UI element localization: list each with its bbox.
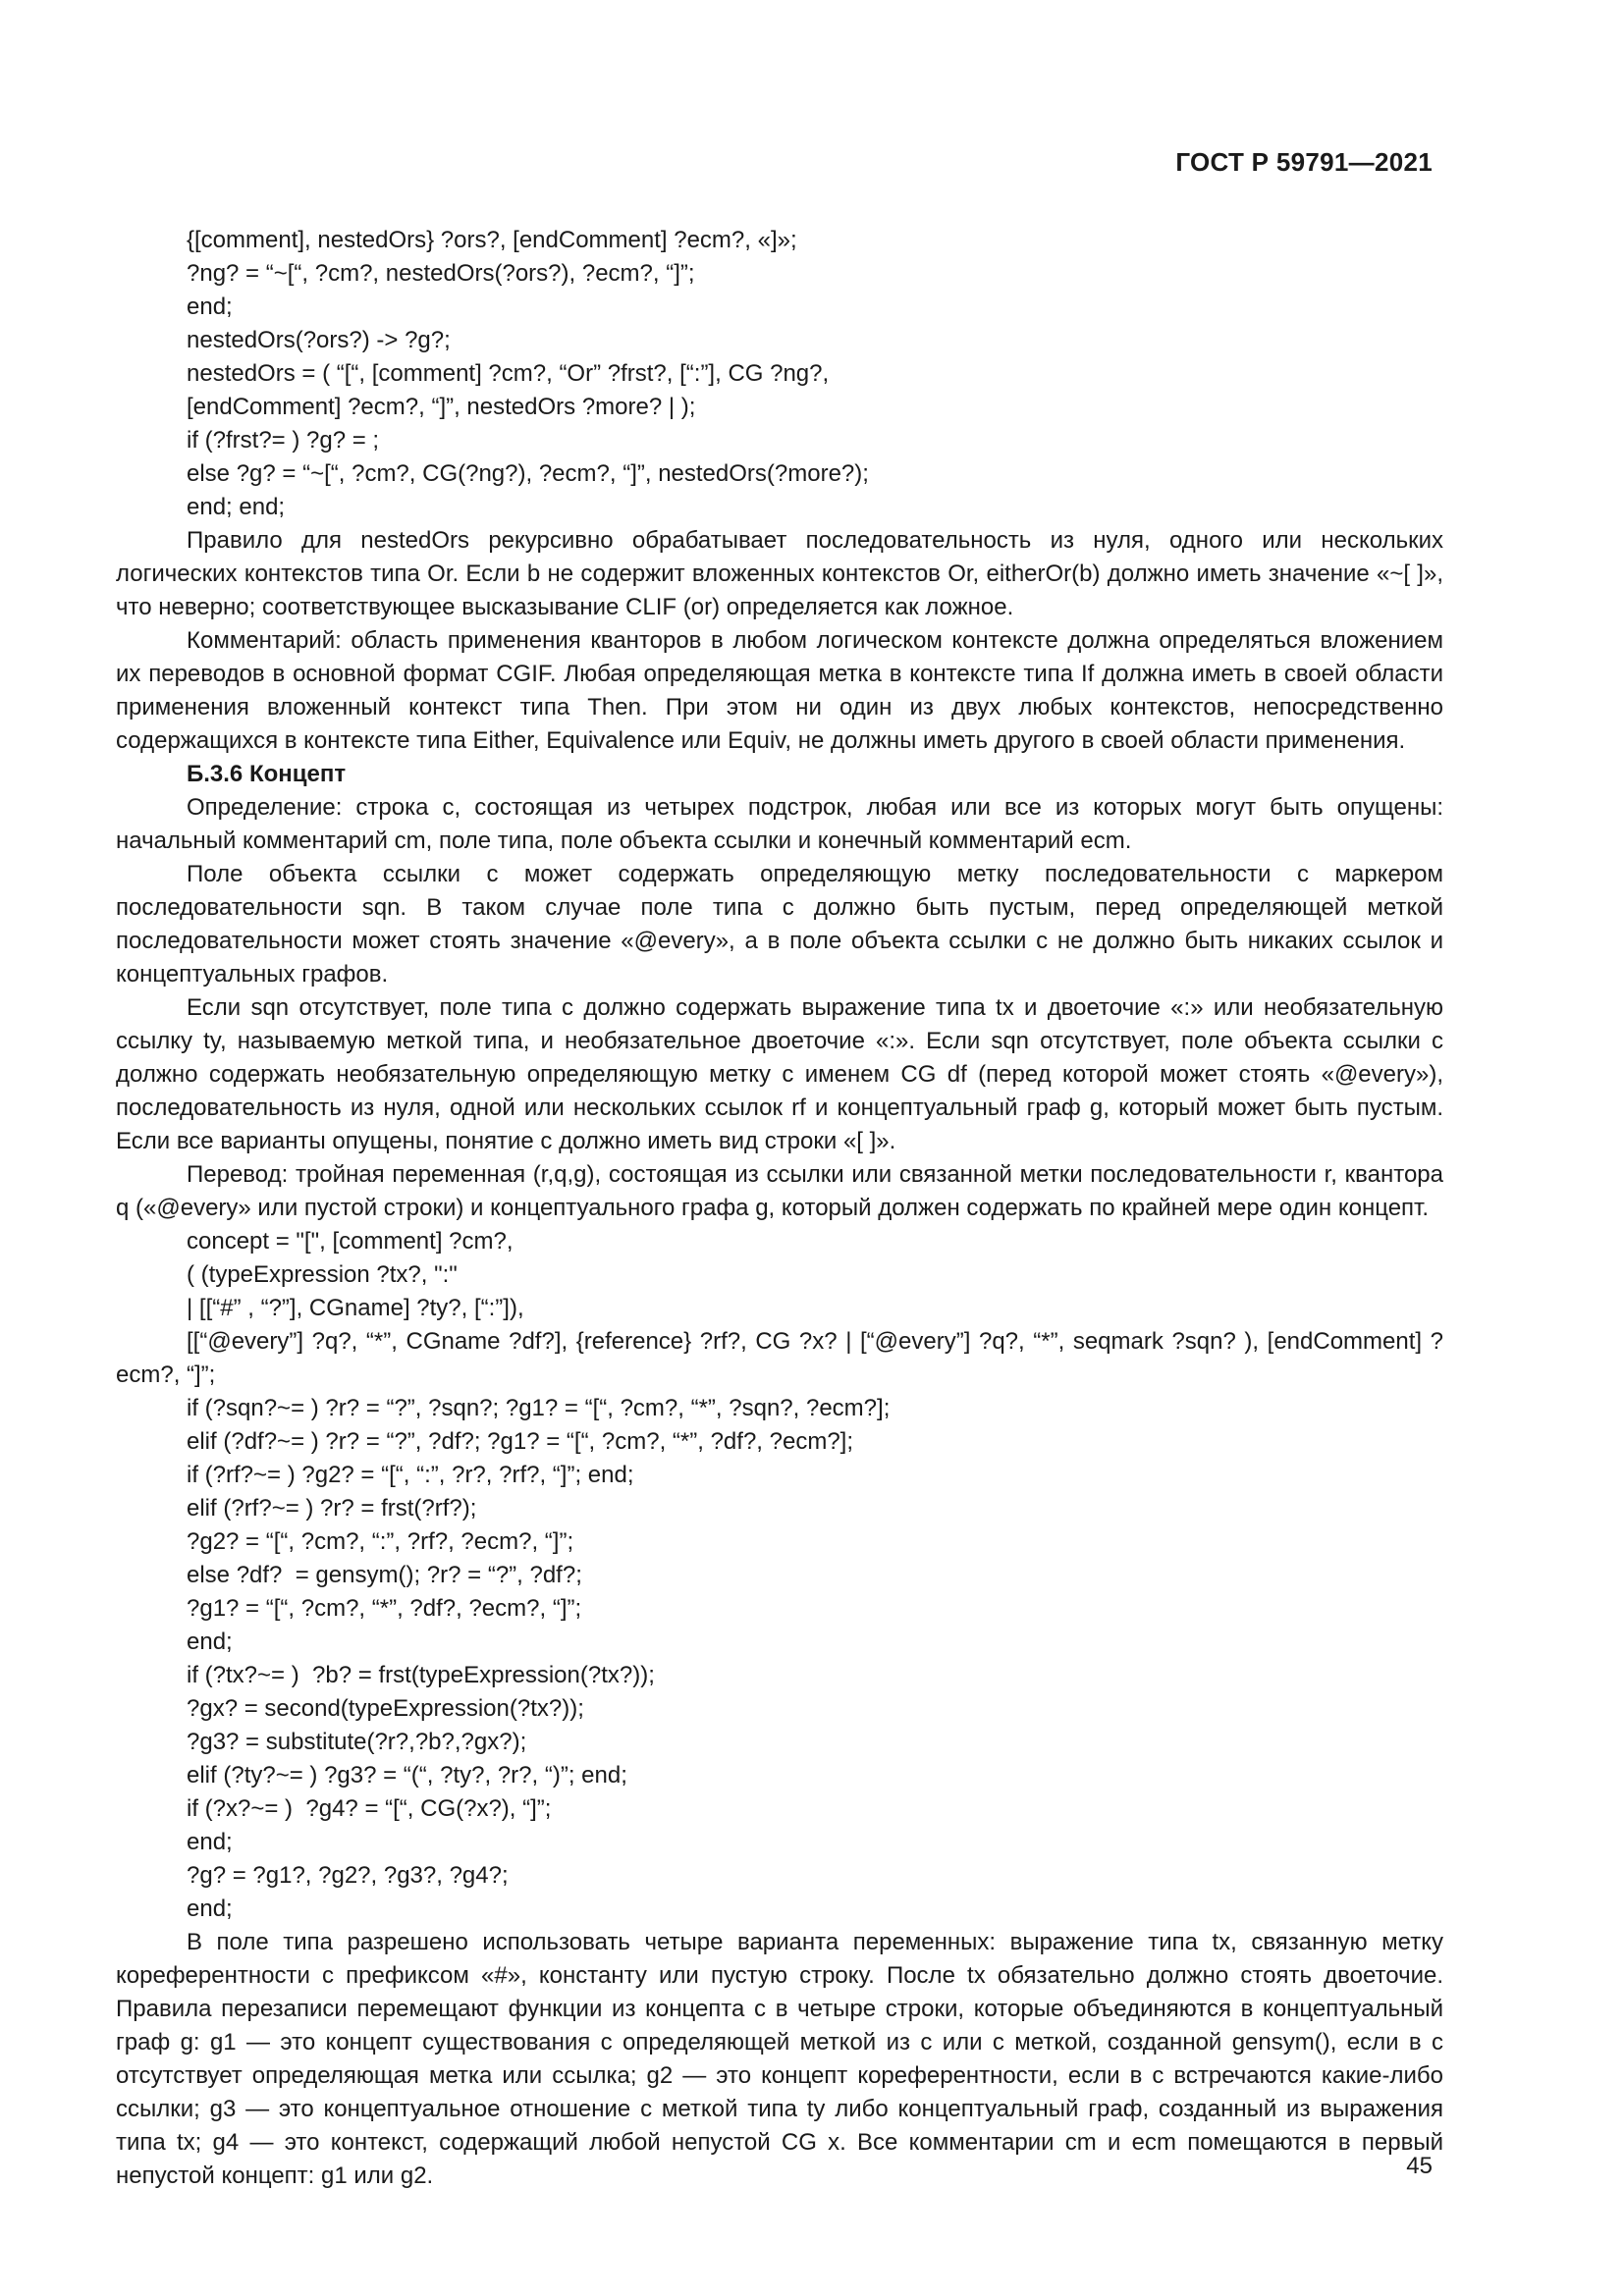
code-line: ?gx? = second(typeExpression(?tx?)); <box>187 1695 584 1722</box>
code-line: ( (typeExpression ?tx?, ":" <box>187 1261 458 1288</box>
code-line: else ?g? = “~[“, ?cm?, CG(?ng?), ?ecm?, “]”, nestedOrs(?more?); <box>187 460 869 487</box>
standard-number: ГОСТ Р 59791—2021 <box>1175 147 1433 177</box>
code-line: ?g3? = substitute(?r?,?b?,?gx?); <box>187 1729 527 1755</box>
code-line: else ?df? = gensym(); ?r? = “?”, ?df?; <box>187 1562 582 1588</box>
code-line: end; <box>187 1896 233 1922</box>
section-heading: Б.3.6 Концепт <box>187 761 347 787</box>
code-line: ?ng? = “~[“, ?cm?, nestedOrs(?ors?), ?ecm?, “]”; <box>187 260 695 287</box>
code-line: | [[“#” , “?”], CGname] ?ty?, [“:”]), <box>187 1295 524 1321</box>
code-line: concept = "[", [comment] ?cm?, <box>187 1228 514 1255</box>
code-line: ?g1? = “[“, ?cm?, “*”, ?df?, ?ecm?, “]”; <box>187 1595 582 1622</box>
page-number: 45 <box>1406 2153 1433 2179</box>
code-line: end; <box>187 294 233 320</box>
paragraph: Поле объекта ссылки c может содержать определяющую метку последовательности с маркером последовательности sqn. В таком случае поле типа c должно быть пустым, перед определяющей меткой последовательности может стоять значение «@every», а в поле объекта ссылки c не должно быть никаких ссылок и концептуальных графов. <box>116 861 1443 988</box>
paragraph: [[“@every”] ?q?, “*”, CGname ?df?], {reference} ?rf?, CG ?x? | [“@every”] ?q?, “*”, seqmark ?sqn? ), [endComment] ?ecm?, “]”; <box>116 1328 1443 1388</box>
code-line: ?g2? = “[“, ?cm?, “:”, ?rf?, ?ecm?, “]”; <box>187 1528 574 1555</box>
code-line: nestedOrs = ( “[“, [comment] ?cm?, “Or” ?frst?, [“:”], CG ?ng?, <box>187 360 830 387</box>
code-line: elif (?rf?~= ) ?r? = frst(?rf?); <box>187 1495 477 1522</box>
paragraph: В поле типа разрешено использовать четыре варианта переменных: выражение типа tx, связанную метку кореферентности с префиксом «#», константу или пустую строку. После tx обязательно должно стоять двоеточие. Правила перезаписи перемещают функции из концепта c в четыре строки, которые объединяются в концептуальный граф g: g1 — это концепт существования с определяющей меткой из c или с меткой, созданной gensym(), если в c отсутствует определяющая метка или ссылка; g2 — это концепт кореферентности, если в c встречаются какие-либо ссылки; g3 — это концептуальное отношение с меткой типа ty либо концептуальный граф, созданный из выражения типа tx; g4 — это контекст, содержащий любой непустой CG x. Все комментарии cm и ecm помещаются в первый непустой концепт: g1 или g2. <box>116 1929 1444 2189</box>
paragraph: Определение: строка c, состоящая из четырех подстрок, любая или все из которых могут быть опущены: начальный комментарий cm, поле типа, поле объекта ссылки и конечный комментарий ecm. <box>116 794 1443 854</box>
code-line: ?g? = ?g1?, ?g2?, ?g3?, ?g4?; <box>187 1862 509 1889</box>
code-line: {[comment], nestedOrs} ?ors?, [endComment] ?ecm?, «]»; <box>187 227 797 253</box>
document-body <box>116 224 1443 2193</box>
code-line: end; end; <box>187 494 286 520</box>
paragraph: Если sqn отсутствует, поле типа c должно содержать выражение типа tx и двоеточие «:» или необязательную ссылку ty, называемую меткой типа, и необязательное двоеточие «:». Если sqn отсутствует, поле объекта ссылки c должно содержать необязательную определяющую метку с именем CG df (перед которой может стоять «@every»), последовательность из нуля, одной или нескольких ссылок rf и концептуальный граф g, который может быть пустым. Если все варианты опущены, понятие c должно иметь вид строки «[ ]». <box>116 994 1443 1154</box>
code-line: end; <box>187 1829 233 1855</box>
code-line: end; <box>187 1629 233 1655</box>
code-line: nestedOrs(?ors?) -> ?g?; <box>187 327 451 353</box>
code-line: if (?rf?~= ) ?g2? = “[“, “:”, ?r?, ?rf?, “]”; end; <box>187 1462 634 1488</box>
code-line: if (?tx?~= ) ?b? = frst(typeExpression(?tx?)); <box>187 1662 655 1688</box>
code-line: if (?sqn?~= ) ?r? = “?”, ?sqn?; ?g1? = “[“, ?cm?, “*”, ?sqn?, ?ecm?]; <box>187 1395 891 1421</box>
code-line: [endComment] ?ecm?, “]”, nestedOrs ?more? | ); <box>187 394 696 420</box>
paragraph: Правило для nestedOrs рекурсивно обрабатывает последовательность из нуля, одного или нескольких логических контекстов типа Or. Если b не содержит вложенных контекстов Or, eitherOr(b) должно иметь значение «~[ ]», что неверно; соответствующее высказывание CLIF (or) определяется как ложное. <box>116 527 1443 620</box>
code-line: elif (?df?~= ) ?r? = “?”, ?df?; ?g1? = “[“, ?cm?, “*”, ?df?, ?ecm?]; <box>187 1428 853 1455</box>
code-line: if (?frst?= ) ?g? = ; <box>187 427 380 454</box>
paragraph: Комментарий: область применения кванторов в любом логическом контексте должна определяться вложением их переводов в основной формат CGIF. Любая определяющая метка в контексте типа If должна иметь в своей области применения вложенный контекст типа Then. При этом ни один из двух любых контекстов, непосредственно содержащихся в контексте типа Either, Equivalence или Equiv, не должны иметь другого в своей области применения. <box>116 627 1443 754</box>
paragraph: Перевод: тройная переменная (r,q,g), состоящая из ссылки или связанной метки последовательности r, квантора q («@every» или пустой строки) и концептуального графа g, который должен содержать по крайней мере один концепт. <box>116 1161 1443 1221</box>
code-line: if (?x?~= ) ?g4? = “[“, CG(?x?), “]”; <box>187 1795 552 1822</box>
code-line: elif (?ty?~= ) ?g3? = “(“, ?ty?, ?r?, “)”; end; <box>187 1762 627 1789</box>
